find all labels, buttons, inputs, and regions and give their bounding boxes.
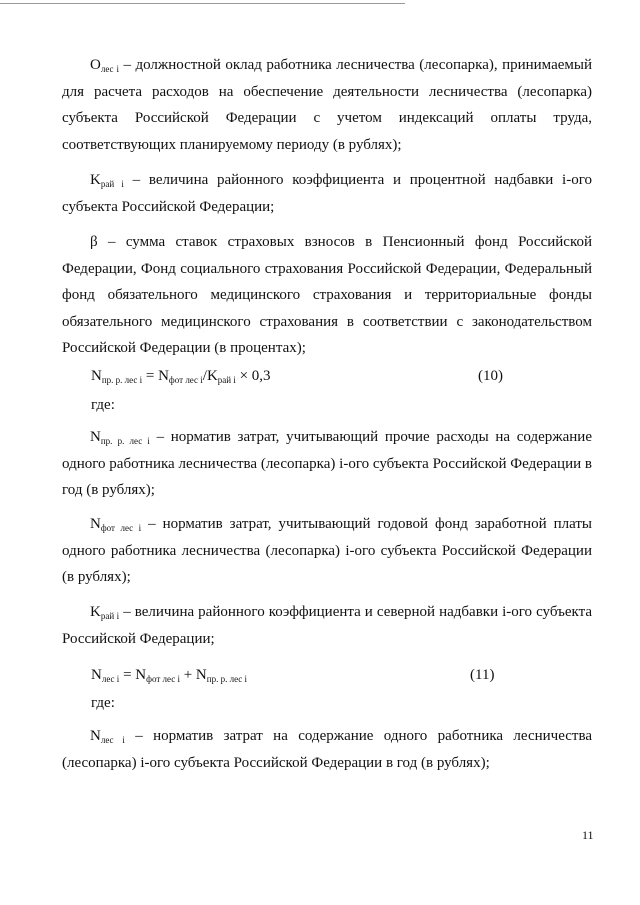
symbol-subscript: фот лес i	[100, 523, 142, 533]
paragraph-text: – величина районного коэффициента и процентной надбавки i-ого субъекта Российской Федерации;	[62, 172, 593, 215]
top-rule	[0, 3, 405, 4]
symbol: K	[90, 604, 101, 620]
paragraph-insurance-rates	[62, 229, 592, 362]
paragraph-text: – норматив затрат, учитывающий годовой фонд заработной платы одного работника лесничества (лесопарка) i-ого субъекта Российской Федерации (в рублях);	[62, 516, 592, 585]
symbol-subscript: лес i	[100, 64, 120, 74]
paragraph-payroll-fund	[62, 511, 592, 591]
page-number: 11	[582, 828, 594, 842]
paragraph-northern-allowance	[62, 599, 592, 652]
paragraph-text: – величина районного коэффициента и северной надбавки i-ого субъекта Российской Федерации;	[62, 604, 592, 647]
paragraph-text: – должностной оклад работника лесничества (лесопарка), принимаемый для расчета расходов на обеспечение деятельности лесничества (лесопарка) субъекта Российской Федерации с учетом индексаций оплаты труда, соответствующих планируемому периоду (в рублях);	[62, 57, 592, 153]
symbol-subscript: пр. р. лес i	[100, 436, 150, 446]
symbol-subscript: лес i	[100, 735, 125, 745]
paragraph-regional-coefficient	[62, 167, 592, 220]
formula-10: $N_{пр. р. лес i} = N_{фот лес i}/K_{рай i} \times 0,3$	[91, 368, 271, 385]
symbol: N	[90, 429, 101, 445]
symbol-subscript: рай i	[100, 179, 124, 189]
paragraph-maintenance-norm	[62, 723, 592, 776]
symbol: N	[90, 728, 101, 744]
where-label: где:	[91, 695, 115, 711]
formula-11-number: (11)	[470, 667, 495, 683]
formula-10-number: (10)	[478, 368, 503, 384]
formula-11: $N_{лес i} = N_{фот лес i} + N_{пр. р. лес i}$	[91, 667, 248, 684]
paragraph-other-expenses	[62, 424, 592, 504]
paragraph-text: – норматив затрат на содержание одного работника лесничества (лесопарка) i-ого субъекта Российской Федерации в год (в рублях);	[62, 728, 592, 771]
paragraph-salary-definition	[62, 52, 592, 158]
symbol: О	[90, 57, 101, 73]
where-label: где:	[91, 397, 115, 413]
symbol: K	[90, 172, 101, 188]
paragraph-text: – норматив затрат, учитывающий прочие расходы на содержание одного работника лесничества (лесопарка) i-ого субъекта Российской Федерации в год (в рублях);	[62, 429, 592, 498]
paragraph-text: β – сумма ставок страховых взносов в Пенсионный фонд Российской Федерации, Фонд социального страхования Российской Федерации, Федеральный фонд обязательного медицинского страхования и территориальные фонды обязательного медицинского страхования в соответствии с законодательством Российской Федерации (в процентах);	[62, 234, 592, 356]
symbol-subscript: рай i	[100, 611, 120, 621]
symbol: N	[90, 516, 101, 532]
